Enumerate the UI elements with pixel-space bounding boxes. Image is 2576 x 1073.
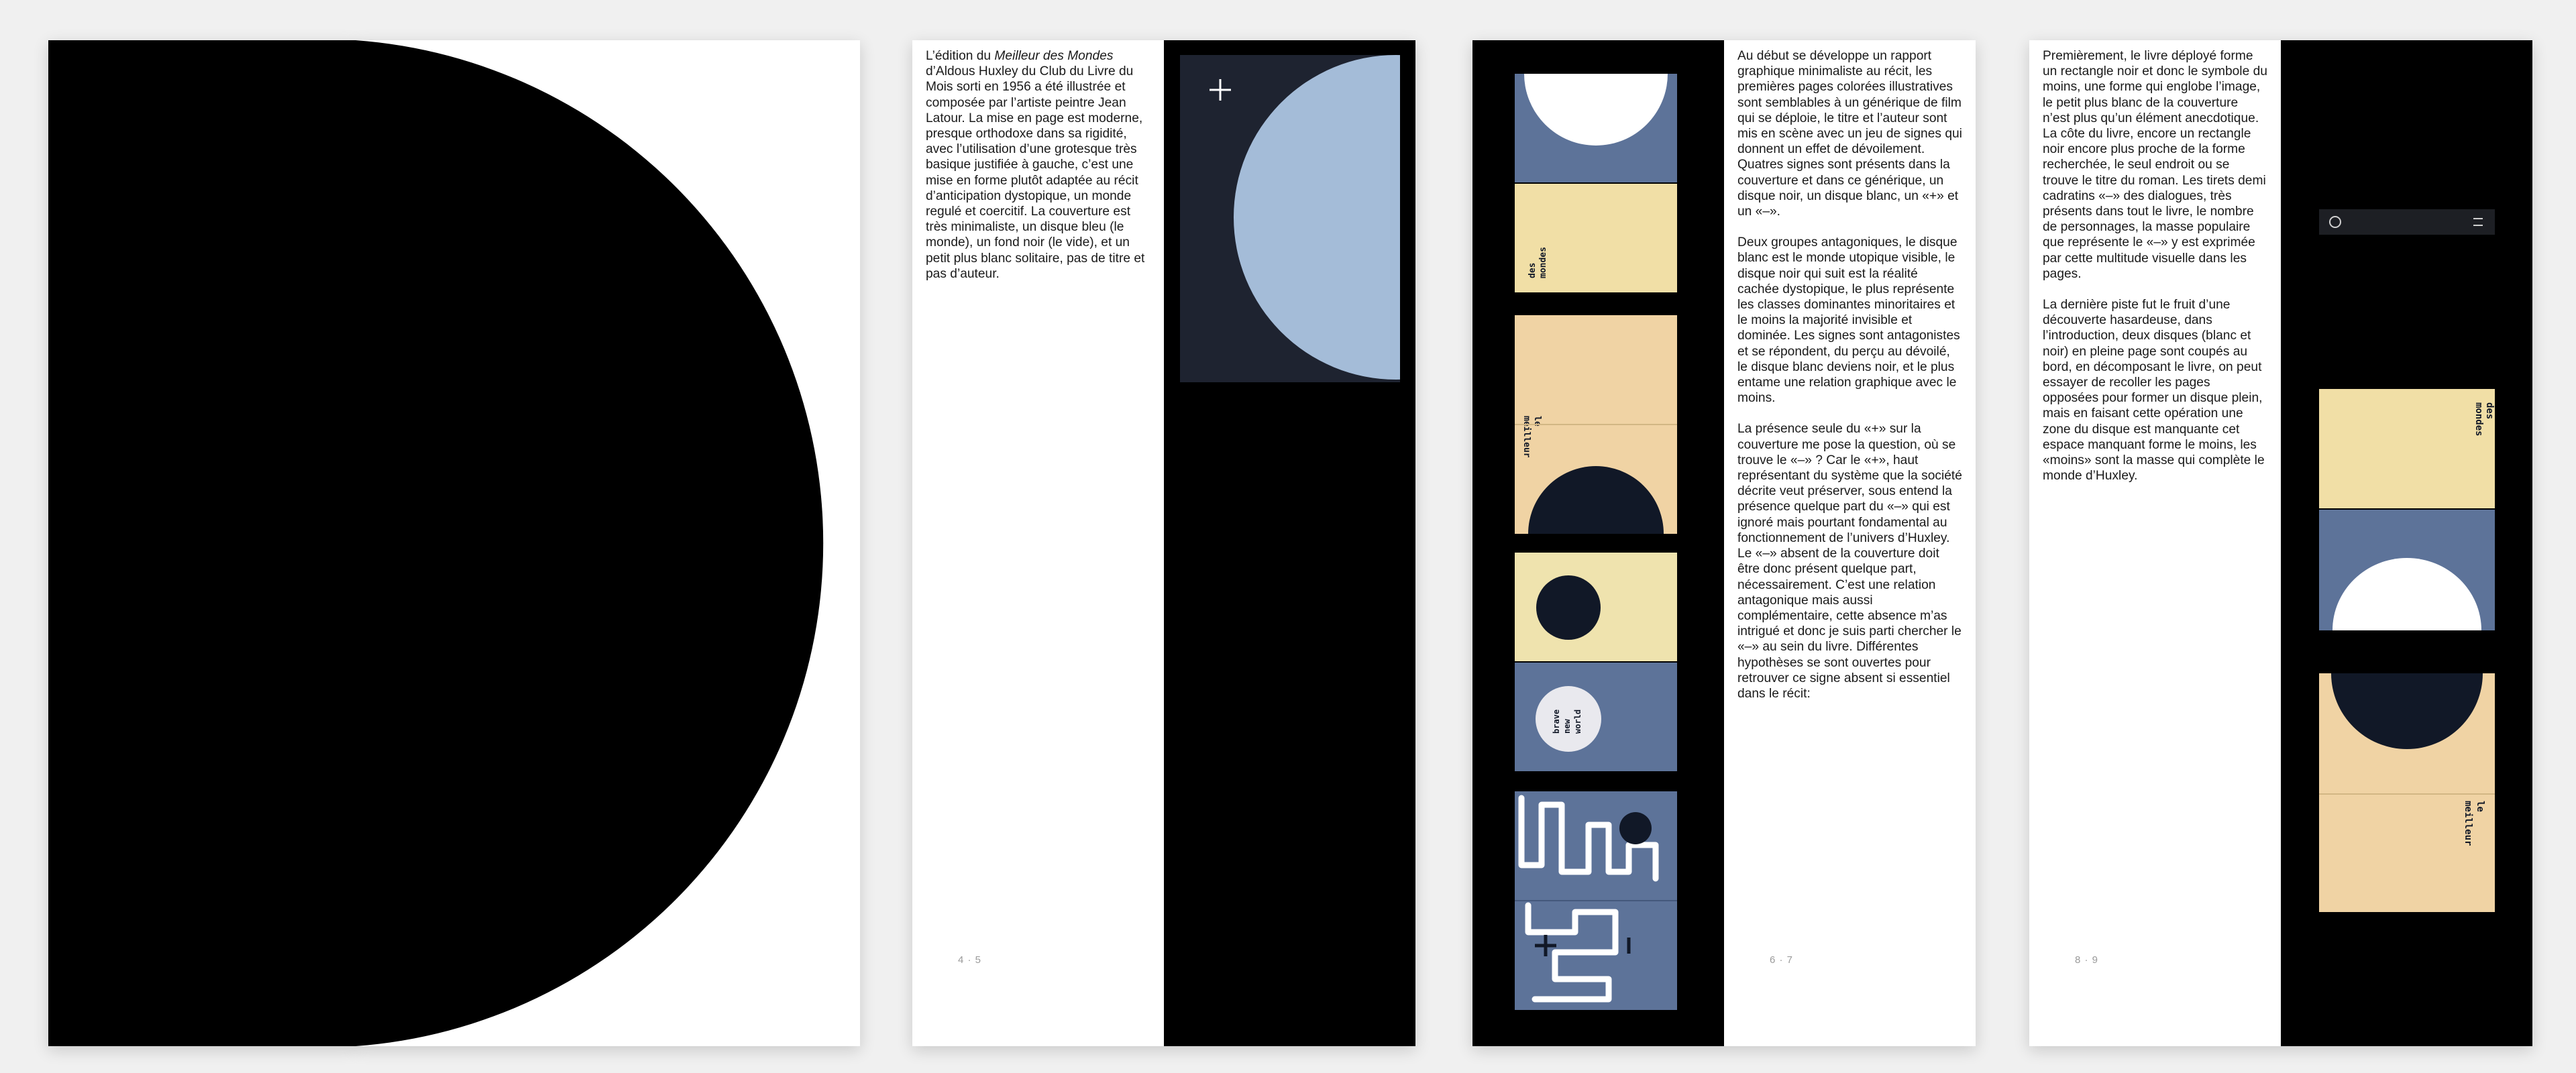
book-spread-2 (1515, 315, 1677, 534)
folio-4-5: 4 · 5 (958, 954, 982, 966)
half-disc-illustration (356, 40, 860, 1046)
paragraph-3: La présence seule du «+» sur la couverture me pose la question, où se trouve le «–» ? Car le «+», haut représentant du système que la société décrite veut préserver, sous entend la présence quelque part du «–» qui est ignoré mais pourtant fondamental au fonctionnement de l’univers d’Huxley. Le «–» absent de la couverture doit être donc présent quelque part, nécessairement. C’est une relation antagonique mais aussi complémentaire, cette absence m’as intrigué et donc je suis parti chercher le «–» au sein du livre. Différentes hypothèses se sont ouvertes pour retrouver ce signe absent si essentiel dans le récit: (1737, 422, 1962, 701)
intro-text-b: d’Aldous Huxley du Club du Livre du Mois sorti en 1956 a été illustrée et composée par l’artiste peintre Jean Latour. La mise en page est moderne, presque orthodoxe dans sa rigidité, avec l’utilisation d’une grotesque très basique justifiée à gauche, c’est une mise en forme plutôt adaptée au récit d’anticipation dystopique, un monde regulé et coercitif. La couverture est très minimaliste, un disque bleu (le monde), un fond noir (le vide), et un petit plus blanc solitaire, pas de titre et pas d’auteur. (926, 64, 1145, 281)
book-spread-4 (1515, 791, 1677, 1010)
page-6 (1472, 40, 1724, 1046)
folio-8-9: 8 · 9 (2075, 954, 2099, 966)
paragraph-2: Deux groupes antagoniques, le disque blanc est le monde utopique visible, le disque noir qui suit est la réalité cachée dystopique, le plus représente les classes dominantes minoritaires et le moins la majorité invisible et dominée. Les signes sont antagonistes et se répondent, du perçu au dévoilé, le disque blanc deviens noir, et le plus entame une relation graphique avec le moins. (1737, 235, 1960, 406)
page-9 (2281, 40, 2532, 1046)
paragraph-1: Premièrement, le livre déployé forme un rectangle noir et donc le symbole du moins, une forme qui englobe l’image, le petit plus blanc de la couverture n’est plus qu’un élément anecdotique. La côte du livre, encore un rectangle noir encore plus proche de la forme recherchée, le seul endroit ou se trouve le titre du roman. Les tirets demi cadratins «–» des dialogues, très présents dans tout le livre, le nombre de personnages, la masse populaire que représente le «–» y est exprimée par cette multitude visuelle dans les pages. (2043, 49, 2267, 281)
paragraph-2: La dernière piste fut le fruit d’une découverte hasardeuse, dans l’introduction, deux disques (blanc et noir) en pleine page sont coupés au bord, en décomposant le livre, on peut essayer de recoller les pages opposées pour former un disque plein, mais en faisant cette opération une zone du disque est manquante cet espace manquant forme le moins, les «moins» sont la masse qui complète le monde d’Huxley. (2043, 298, 2265, 484)
spread-4-5 (912, 40, 1415, 1046)
page-separator (300, 40, 356, 1046)
label-world: world (1573, 709, 1582, 734)
text-column-7 (1737, 48, 1962, 717)
label-le-9: le (2475, 801, 2485, 812)
label-des-9: des (2484, 402, 2495, 420)
page-black-left (48, 40, 300, 1046)
page-8 (2029, 40, 2281, 1046)
page-half-disc (356, 40, 860, 1046)
spread-2-3 (356, 40, 860, 1046)
text-column-4 (926, 48, 1150, 282)
label-le: le (1532, 416, 1542, 427)
label-mondes: mondes (1538, 247, 1548, 278)
spread-6-7 (1472, 40, 1976, 1046)
cover-photo (1180, 55, 1400, 382)
label-mondes-9: mondes (2473, 402, 2484, 437)
book-spread-9a (2319, 389, 2495, 630)
page-7 (1724, 40, 1976, 1046)
label-des: des (1527, 262, 1538, 278)
paragraph-1: Au début se développe un rapport graphique minimaliste au récit, les premières pages colorées illustratives sont semblables à un générique de film qui se déploie, le titre et l’auteur sont mis en scène avec un jeu de signes qui donnent un effet de dévoilement. Quatres signes sont présents dans la couverture et dans ce générique, un disque noir, un disque blanc, un «+» et un «–». (1737, 49, 1962, 219)
book-spread-3 (1515, 553, 1677, 771)
label-brave: brave (1552, 709, 1561, 734)
page-5 (1164, 40, 1415, 1046)
book-spread-9b (2319, 673, 2495, 912)
intro-text-a: L’édition du (926, 49, 995, 63)
title-italic: Meilleur des Mondes (994, 49, 1114, 63)
page-4 (912, 40, 1164, 1046)
label-meilleur-9: meilleur (2463, 801, 2473, 846)
spread-8-9 (2029, 40, 2532, 1046)
folio-6-7: 6 · 7 (1770, 954, 1794, 966)
spread-cover (48, 40, 356, 1046)
book-spread-1 (1515, 74, 1677, 292)
book-spine (2319, 209, 2495, 235)
label-meilleur: meilleur (1521, 416, 1532, 458)
text-column-8 (2043, 48, 2267, 499)
label-new: new (1562, 719, 1572, 734)
